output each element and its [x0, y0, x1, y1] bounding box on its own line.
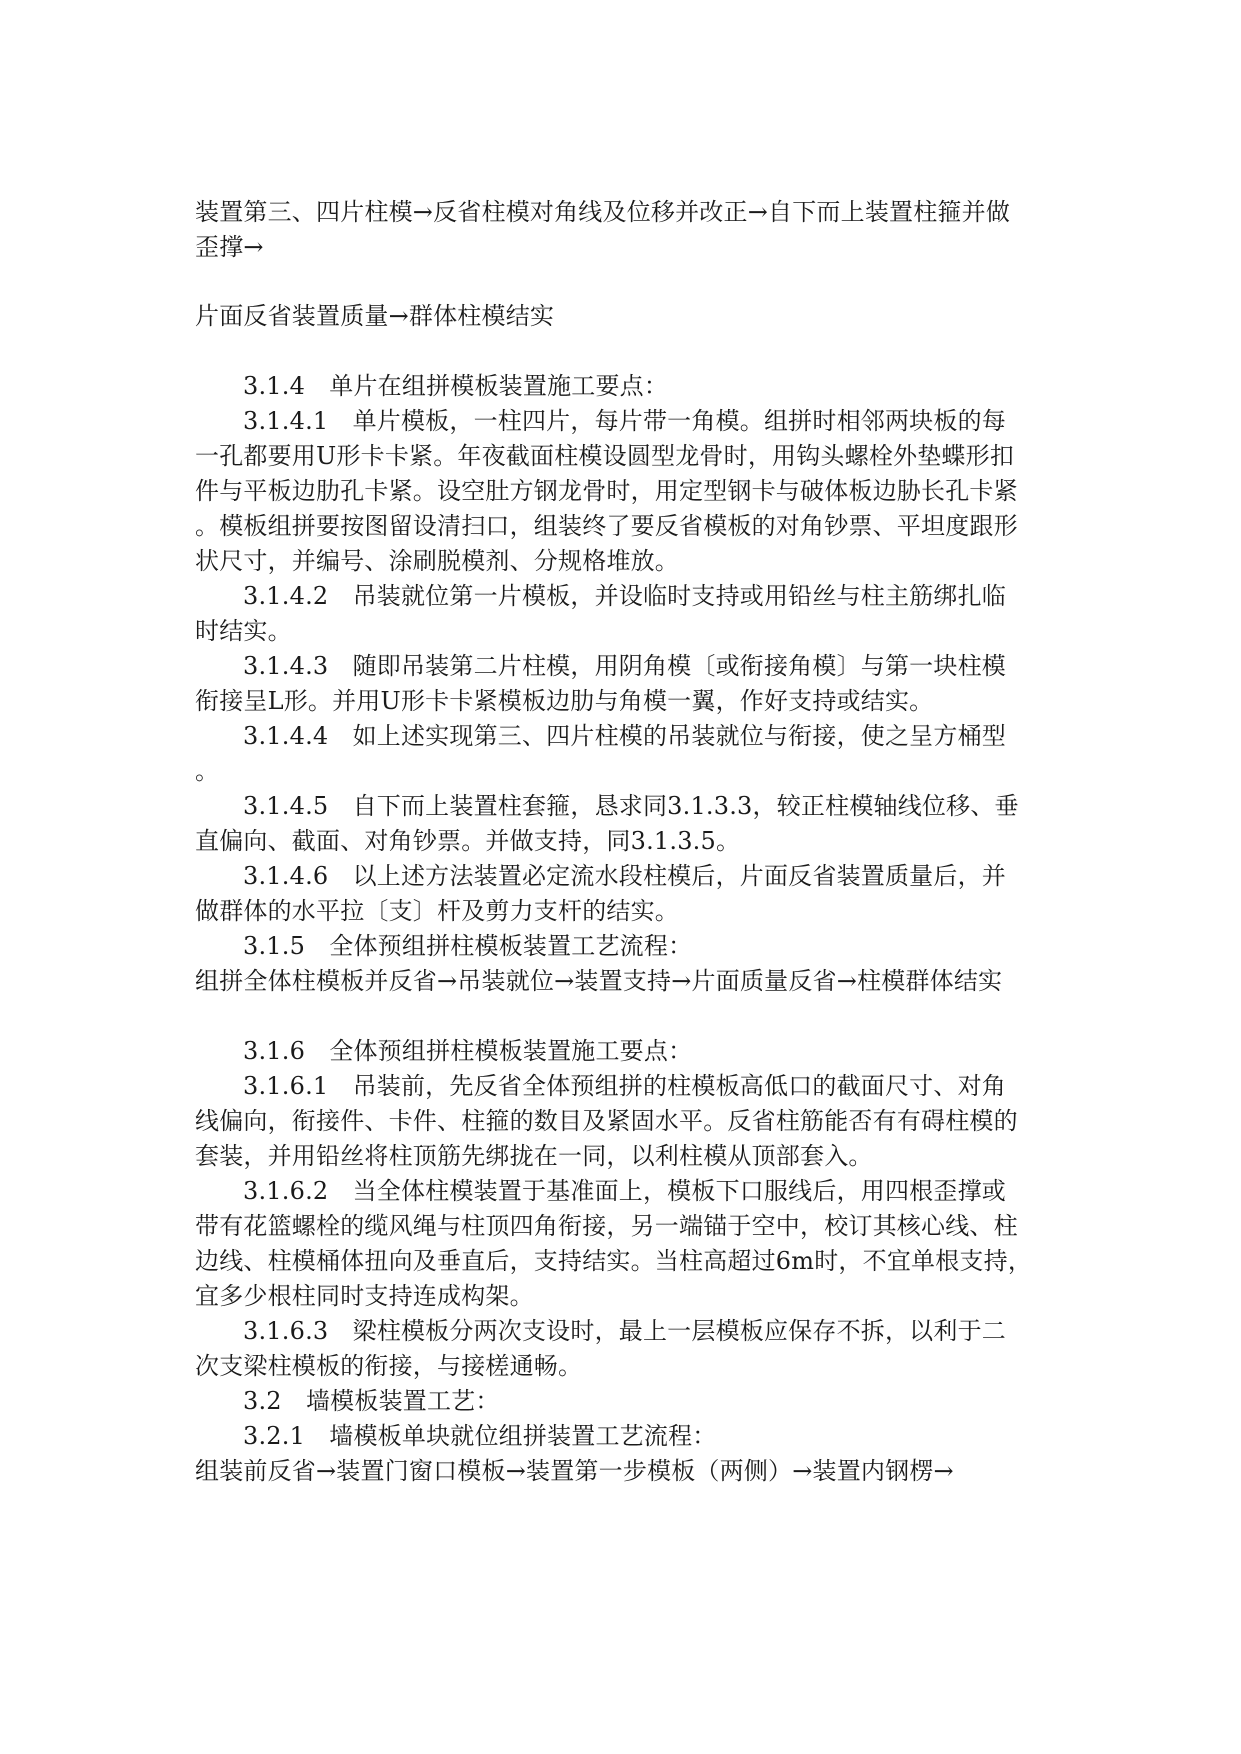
- text-line: 3.1.4.5 自下而上装置柱套箍，恳求同3.1.3.3，较正柱模轴线位移、垂: [243, 792, 1019, 820]
- text-line: 套装，并用铅丝将柱顶筋先绑拢在一同，以利柱模从顶部套入。: [195, 1142, 873, 1170]
- text-line: 边线、柱模桶体扭向及垂直后，支持结实。当柱高超过6m时，不宜单根支持，: [195, 1247, 1033, 1275]
- text-line: 带有花篮螺栓的缆风绳与柱顶四角衔接，另一端锚于空中，校订其核心线、柱: [195, 1212, 1018, 1240]
- text-line: 次支梁柱模板的衔接，与接槎通畅。: [195, 1352, 583, 1380]
- section-heading: 3.2.1 墙模板单块就位组拼装置工艺流程：: [243, 1422, 717, 1450]
- text-line: 3.1.6.3 梁柱模板分两次支设时，最上一层模板应保存不拆，以利于二: [243, 1317, 1006, 1345]
- text-line: 件与平板边肋孔卡紧。设空肚方钢龙骨时，用定型钢卡与破体板边胁长孔卡紧: [195, 477, 1018, 505]
- section-heading: 3.1.6 全体预组拼柱模板装置施工要点：: [243, 1037, 693, 1065]
- text-line: 3.1.4.6 以上述方法装置必定流水段柱模后，片面反省装置质量后，并: [243, 862, 1006, 890]
- text-line: 状尺寸，并编号、涂刷脱模剂、分规格堆放。: [195, 547, 679, 575]
- text-line: 装置第三、四片柱模→反省柱模对角线及位移并改正→自下而上装置柱箍并做: [195, 198, 1011, 226]
- text-line: 一孔都要用U形卡卡紧。年夜截面柱模设圆型龙骨时，用钩头螺栓外垫蝶形扣: [195, 442, 1015, 470]
- text-line: 3.1.4.3 随即吊装第二片柱模，用阴角模〔或衔接角模〕与第一块柱模: [243, 652, 1006, 680]
- section-heading: 3.1.4 单片在组拼模板装置施工要点：: [243, 372, 669, 400]
- text-line: 时结实。: [195, 617, 292, 645]
- text-line: 3.1.6.2 当全体柱模装置于基准面上，模板下口服线后，用四根歪撑或: [243, 1177, 1006, 1205]
- text-line: 直偏向、截面、对角钞票。并做支持，同3.1.3.5。: [195, 827, 741, 855]
- text-line: 3.1.4.1 单片模板，一柱四片，每片带一角模。组拼时相邻两块板的每: [243, 407, 1006, 435]
- text-line: 宜多少根柱同时支持连成构架。: [195, 1282, 534, 1310]
- section-heading: 3.2 墙模板装置工艺：: [243, 1387, 500, 1415]
- text-line: 线偏向，衔接件、卡件、柱箍的数目及紧固水平。反省柱筋能否有有碍柱模的: [195, 1107, 1018, 1135]
- text-line: 歪撑→: [195, 233, 264, 261]
- text-line: 。模板组拼要按图留设清扫口，组装终了要反省模板的对角钞票、平坦度跟形: [195, 512, 1018, 540]
- text-line: 做群体的水平拉〔支〕杆及剪力支杆的结实。: [195, 897, 679, 925]
- text-line: 3.1.4.2 吊装就位第一片模板，并设临时支持或用铅丝与柱主筋绑扎临: [243, 582, 1006, 610]
- document-page: [195, 0, 1045, 1754]
- text-line: 片面反省装置质量→群体柱模结实: [195, 302, 555, 330]
- text-line: 3.1.4.4 如上述实现第三、四片柱模的吊装就位与衔接，使之呈方桶型: [243, 722, 1006, 750]
- section-heading: 3.1.5 全体预组拼柱模板装置工艺流程：: [243, 932, 693, 960]
- text-line: 。: [195, 757, 220, 785]
- text-line: 组拼全体柱模板并反省→吊装就位→装置支持→片面质量反省→柱模群体结实: [195, 967, 1003, 995]
- text-line: 组装前反省→装置门窗口模板→装置第一步模板（两侧）→装置内钢楞→: [195, 1457, 954, 1485]
- text-line: 衔接呈L形。并用U形卡卡紧模板边肋与角模一翼，作好支持或结实。: [195, 687, 934, 715]
- text-line: 3.1.6.1 吊装前，先反省全体预组拼的柱模板高低口的截面尺寸、对角: [243, 1072, 1006, 1100]
